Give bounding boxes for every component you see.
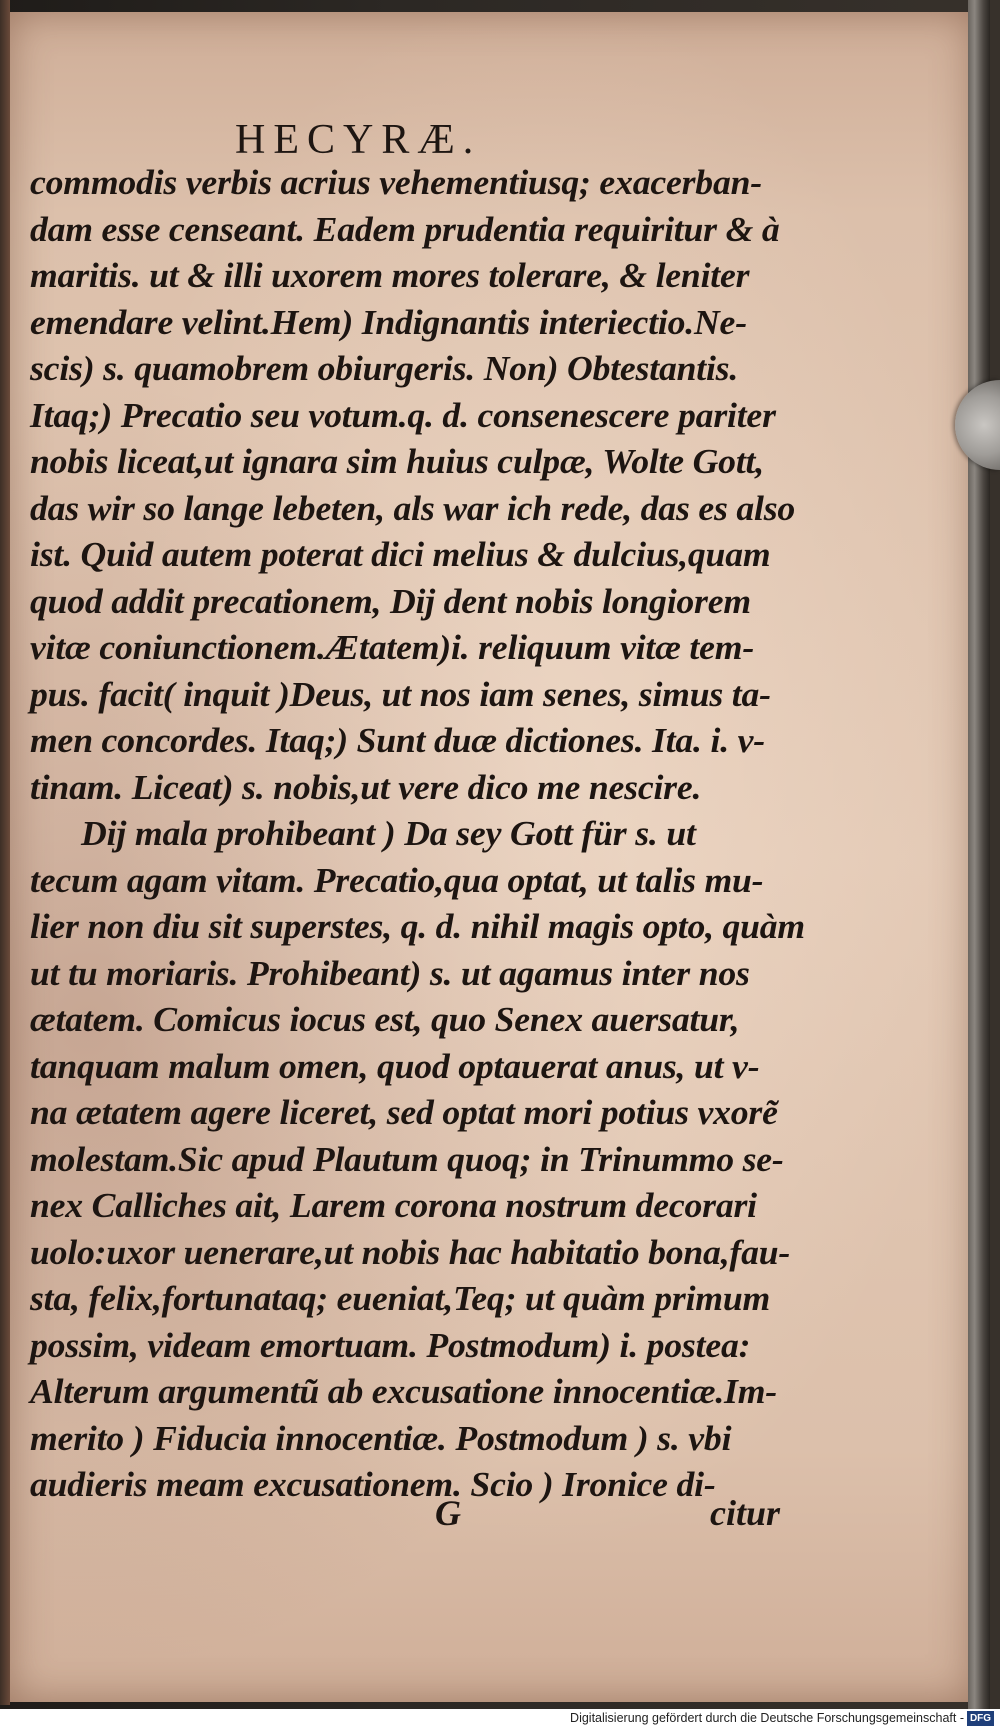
text-line: commodis verbis acrius vehementiusq; exacerban- [30,163,762,202]
text-line: audieris meam excusationem. Scio ) Ironice di- [30,1465,716,1504]
book-page [10,12,972,1702]
text-line: tinam. Liceat) s. nobis,ut vere dico me nescire. [30,767,702,807]
text-line: maritis. ut & illi uxorem mores tolerare, & leniter [30,256,750,295]
text-line: nobis liceat,ut ignara sim huius culpæ, Wolte Gott, [30,442,764,481]
text-line: merito ) Fiducia innocentiæ. Postmodum ) s. vbi [30,1418,732,1458]
text-line: men concordes. Itaq;) Sunt duæ dictiones. Ita. i. v- [30,721,765,760]
dfg-logo-icon: DFG [967,1711,994,1726]
footer-credit: Digitalisierung gefördert durch die Deutsche Forschungsgemeinschaft - [570,1711,964,1725]
text-line: pus. facit( inquit )Deus, ut nos iam senes, simus ta- [30,674,771,714]
text-line: Dij mala prohibeant ) Da sey Gott für s. ut [81,814,696,853]
text-line: Alterum argumentũ ab excusatione innocentiæ.Im- [30,1372,777,1411]
text-line: sta, felix,fortunataq; eueniat,Teq; ut quàm primum [30,1279,771,1318]
signature-mark: G [435,1493,461,1533]
text-line: ist. Quid autem poterat dici melius & dulcius,quam [30,535,771,574]
page-text-body [30,160,805,1509]
text-line: quod addit precationem, Dij dent nobis longiorem [30,581,751,621]
text-line: dam esse censeant. Eadem prudentia requiritur & à [30,209,780,249]
text-line: ætatem. Comicus iocus est, quo Senex auersatur, [30,1000,740,1039]
text-line: nex Calliches ait, Larem corona nostrum decorari [30,1186,757,1225]
text-line: emendare velint.Hem) Indignantis interiectio.Ne- [30,302,747,342]
running-title: HECYRÆ. [235,117,482,163]
footer-bar [0,1709,1000,1729]
text-line: das wir so lange lebeten, als war ich rede, das es also [30,488,796,528]
page-edge [968,0,990,1710]
text-line: molestam.Sic apud Plautum quoq; in Trinummo se- [30,1139,784,1179]
text-line: uolo:uxor uenerare,ut nobis hac habitatio bona,fau- [30,1232,791,1272]
text-line: na ætatem agere liceret, sed optat mori potius vxorẽ [30,1093,778,1132]
text-line: Itaq;) Precatio seu votum.q. d. consenescere pariter [30,395,776,435]
text-line: vitæ coniunctionem.Ætatem)i. reliquum vitæ tem- [30,628,755,667]
text-line: scis) s. quamobrem obiurgeris. Non) Obtestantis. [30,349,739,388]
catchword: citur [710,1493,781,1533]
text-line: possim, videam emortuam. Postmodum) i. postea: [30,1325,751,1365]
book-binding [0,0,10,1705]
text-line: tecum agam vitam. Precatio,qua optat, ut talis mu- [30,860,764,900]
text-line: lier non diu sit superstes, q. d. nihil magis opto, quàm [30,907,805,946]
text-line: ut tu moriaris. Prohibeant) s. ut agamus inter nos [30,953,750,993]
text-line: tanquam malum omen, quod optauerat anus, ut v- [30,1046,760,1086]
